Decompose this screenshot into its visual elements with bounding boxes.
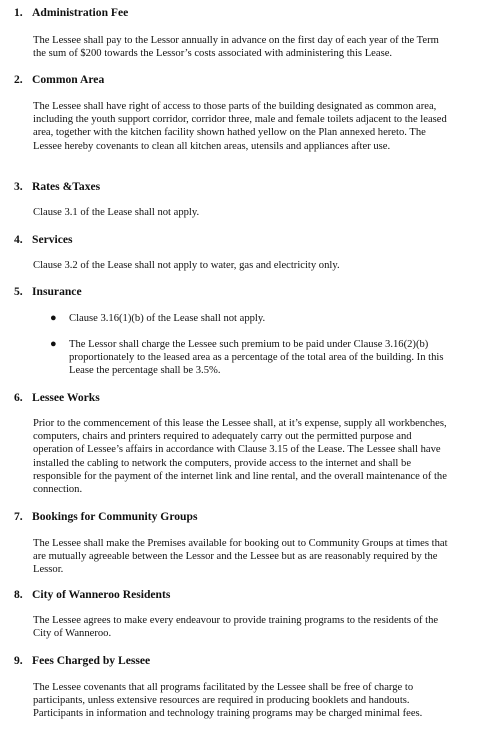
section-9-heading [14, 654, 150, 668]
section-5-heading [14, 285, 82, 299]
section-3-heading [14, 180, 100, 194]
section-6-title: Lessee Works [32, 391, 100, 404]
section-8-number: 8. [14, 588, 23, 601]
section-2-paragraph: The Lessee shall have right of access to those parts of the building designated as common area, including the youth support corridor, corridor three, male and female toilets adjacent to the leased area, together with the kitchen facility shown hathed yellow on the Plan annexed hereto. The Lessee hereby covenants to clean all kitchen areas, utensils and appliances after use. [33, 101, 447, 152]
section-5-title: Insurance [32, 285, 82, 298]
section-3-number: 3. [14, 180, 23, 193]
section-5-number: 5. [14, 285, 23, 298]
section-1-paragraph: The Lessee shall pay to the Lessor annually in advance on the first day of each year of the Term the sum of $200 towards the Lessor’s costs associated with administering this Lease. [33, 35, 439, 60]
bullet-icon: ● [50, 338, 57, 350]
section-6-paragraph: Prior to the commencement of this lease the Lessee shall, at it’s expense, supply all workbenches, computers, chairs and printers required to adequately carry out the permitted purpose and operation of Lessee’s affairs in accordance with Clause 3.15 of the Lease. The Lessee shall have installed the cabling to network the computers, provide access to the internet and shall be responsible for the payment of the internet link and line rental, and the overall maintenance of the connection. [33, 418, 447, 496]
section-2-heading [14, 73, 104, 87]
section-3-paragraph: Clause 3.1 of the Lease shall not apply. [33, 207, 200, 218]
section-8-paragraph: The Lessee agrees to make every endeavour to provide training programs to the residents of the City of Wanneroo. [33, 615, 439, 640]
section-6-number: 6. [14, 391, 23, 404]
section-2-title: Common Area [32, 73, 105, 86]
section-7-heading [14, 510, 197, 524]
section-4-number: 4. [14, 233, 23, 246]
section-9-paragraph: The Lessee covenants that all programs facilitated by the Lessee shall be free of charge to participants, unless extensive resources are required in producing booklets and handouts. Participants in information and technology training programs may be charged minimal fees. [33, 682, 423, 720]
insurance-bullet-1-text: Clause 3.16(1)(b) of the Lease shall not apply. [69, 313, 266, 324]
section-1-title: Administration Fee [32, 6, 129, 19]
bullet-icon: ● [50, 312, 57, 324]
section-8-title: City of Wanneroo Residents [32, 588, 171, 601]
section-4-heading [14, 233, 73, 247]
section-4-title: Services [32, 233, 73, 246]
section-7-title: Bookings for Community Groups [32, 510, 198, 523]
section-9-title: Fees Charged by Lessee [32, 654, 151, 667]
section-9-number: 9. [14, 654, 23, 667]
section-8-heading [14, 588, 170, 602]
section-1-number: 1. [14, 6, 23, 19]
insurance-bullet-2-text: The Lessor shall charge the Lessee such premium to be paid under Clause 3.16(2)(b) proportionately to the leased area as a percentage of the total area of the building. In this Lease the percentage shall be 3.5%. [69, 339, 444, 377]
section-3-title: Rates &Taxes [32, 180, 101, 193]
section-6-heading [14, 391, 100, 405]
section-7-number: 7. [14, 510, 23, 523]
section-7-paragraph: The Lessee shall make the Premises available for booking out to Community Groups at times that are mutually agreeable between the Lessor and the Lessee but as are reasonably required by the Lessor. [33, 538, 448, 576]
section-4-paragraph: Clause 3.2 of the Lease shall not apply to water, gas and electricity only. [33, 260, 340, 271]
section-1-heading [14, 6, 128, 20]
section-2-number: 2. [14, 73, 23, 86]
